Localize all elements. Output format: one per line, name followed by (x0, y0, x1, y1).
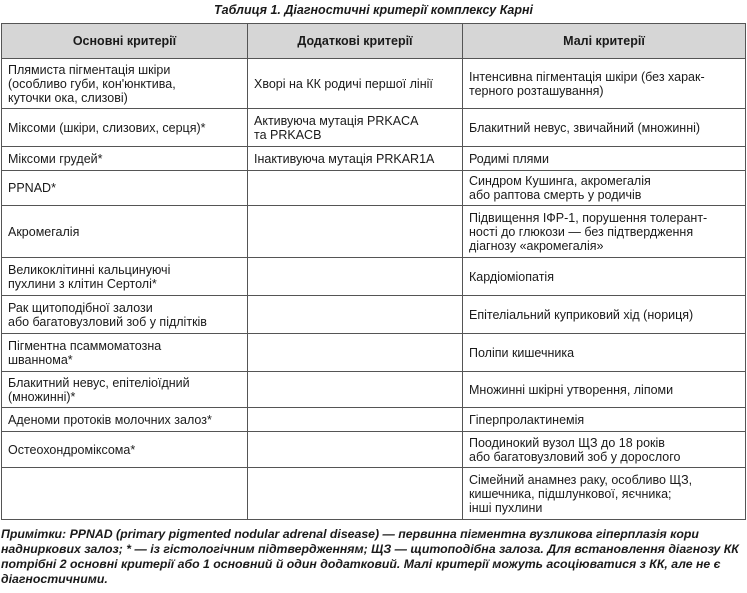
table-row (2, 109, 746, 147)
table-row (2, 334, 746, 372)
header-additional-criteria: Додаткові критерії (248, 24, 463, 59)
table-row (2, 171, 746, 206)
table-row (2, 372, 746, 408)
table-row (2, 59, 746, 109)
header-minor-criteria: Малі критерії (463, 24, 746, 59)
cell-main: Пігментна псаммоматозна шваннома* (2, 334, 248, 372)
cell-additional (248, 432, 463, 468)
cell-additional (248, 334, 463, 372)
table-header-row (2, 24, 746, 59)
cell-additional (248, 408, 463, 432)
cell-minor: Поодинокий вузол ЩЗ до 18 років або багатовузловий зоб у дорослого (463, 432, 746, 468)
header-main-criteria: Основні критерії (2, 24, 248, 59)
cell-main: Остеохондроміксома* (2, 432, 248, 468)
cell-minor: Множинні шкірні утворення, ліпоми (463, 372, 746, 408)
cell-main: Великоклітинні кальцинуючі пухлини з клітин Сертолі* (2, 258, 248, 296)
cell-minor: Епітеліальний куприковий хід (нориця) (463, 296, 746, 334)
cell-main: Міксоми грудей* (2, 147, 248, 171)
table-row (2, 408, 746, 432)
cell-additional (248, 258, 463, 296)
cell-minor: Гіперпролактинемія (463, 408, 746, 432)
cell-additional (248, 171, 463, 206)
cell-main: PPNAD* (2, 171, 248, 206)
cell-minor: Сімейний анамнез раку, особливо ЩЗ, кишечника, підшлункової, яєчника; інші пухлини (463, 468, 746, 520)
cell-minor: Кардіоміопатія (463, 258, 746, 296)
cell-main: Акромегалія (2, 206, 248, 258)
table-row (2, 147, 746, 171)
cell-additional (248, 372, 463, 408)
cell-additional: Активуюча мутація PRKACA та PRKACB (248, 109, 463, 147)
cell-main: Блакитний невус, епітеліоїдний (множинні)* (2, 372, 248, 408)
table-notes: Примітки: PPNAD (primary pigmented nodular adrenal disease) — первинна пігментна вузликова гіперплазія кори надниркових залоз; * — із гістологічним підтвердженням; ЩЗ — щитоподібна залоза. Для встановлення діагнозу КК потрібні 2 основні критерії або 1 основний й один додатковий. Малі критерії можуть асоціюватися з КК, але не є діагностичними. (1, 527, 739, 586)
cell-additional: Інактивуюча мутація PRKAR1A (248, 147, 463, 171)
cell-minor: Поліпи кишечника (463, 334, 746, 372)
cell-minor: Синдром Кушинга, акромегалія або раптова смерть у родичів (463, 171, 746, 206)
cell-main: Міксоми (шкіри, слизових, серця)* (2, 109, 248, 147)
table-caption: Таблиця 1. Діагностичні критерії комплексу Карні (214, 3, 533, 17)
cell-main: Рак щитоподібної залози або багатовузловий зоб у підлітків (2, 296, 248, 334)
table-row (2, 432, 746, 468)
cell-main (2, 468, 248, 520)
table-row (2, 468, 746, 520)
table-row (2, 296, 746, 334)
table-row (2, 206, 746, 258)
cell-main: Аденоми протоків молочних залоз* (2, 408, 248, 432)
cell-minor: Родимі плями (463, 147, 746, 171)
cell-additional (248, 468, 463, 520)
cell-additional (248, 206, 463, 258)
cell-minor: Блакитний невус, звичайний (множинні) (463, 109, 746, 147)
cell-minor: Інтенсивна пігментація шкіри (без харак- терного розташування) (463, 59, 746, 109)
cell-main: Плямиста пігментація шкіри (особливо губи, кон'юнктива, куточки ока, слизові) (2, 59, 248, 109)
cell-minor: Підвищення ІФР-1, порушення толерант- ності до глюкози — без підтвердження діагнозу «акромегалія» (463, 206, 746, 258)
table-row (2, 258, 746, 296)
cell-additional (248, 296, 463, 334)
cell-additional: Хворі на КК родичі першої лінії (248, 59, 463, 109)
criteria-table (1, 23, 746, 520)
